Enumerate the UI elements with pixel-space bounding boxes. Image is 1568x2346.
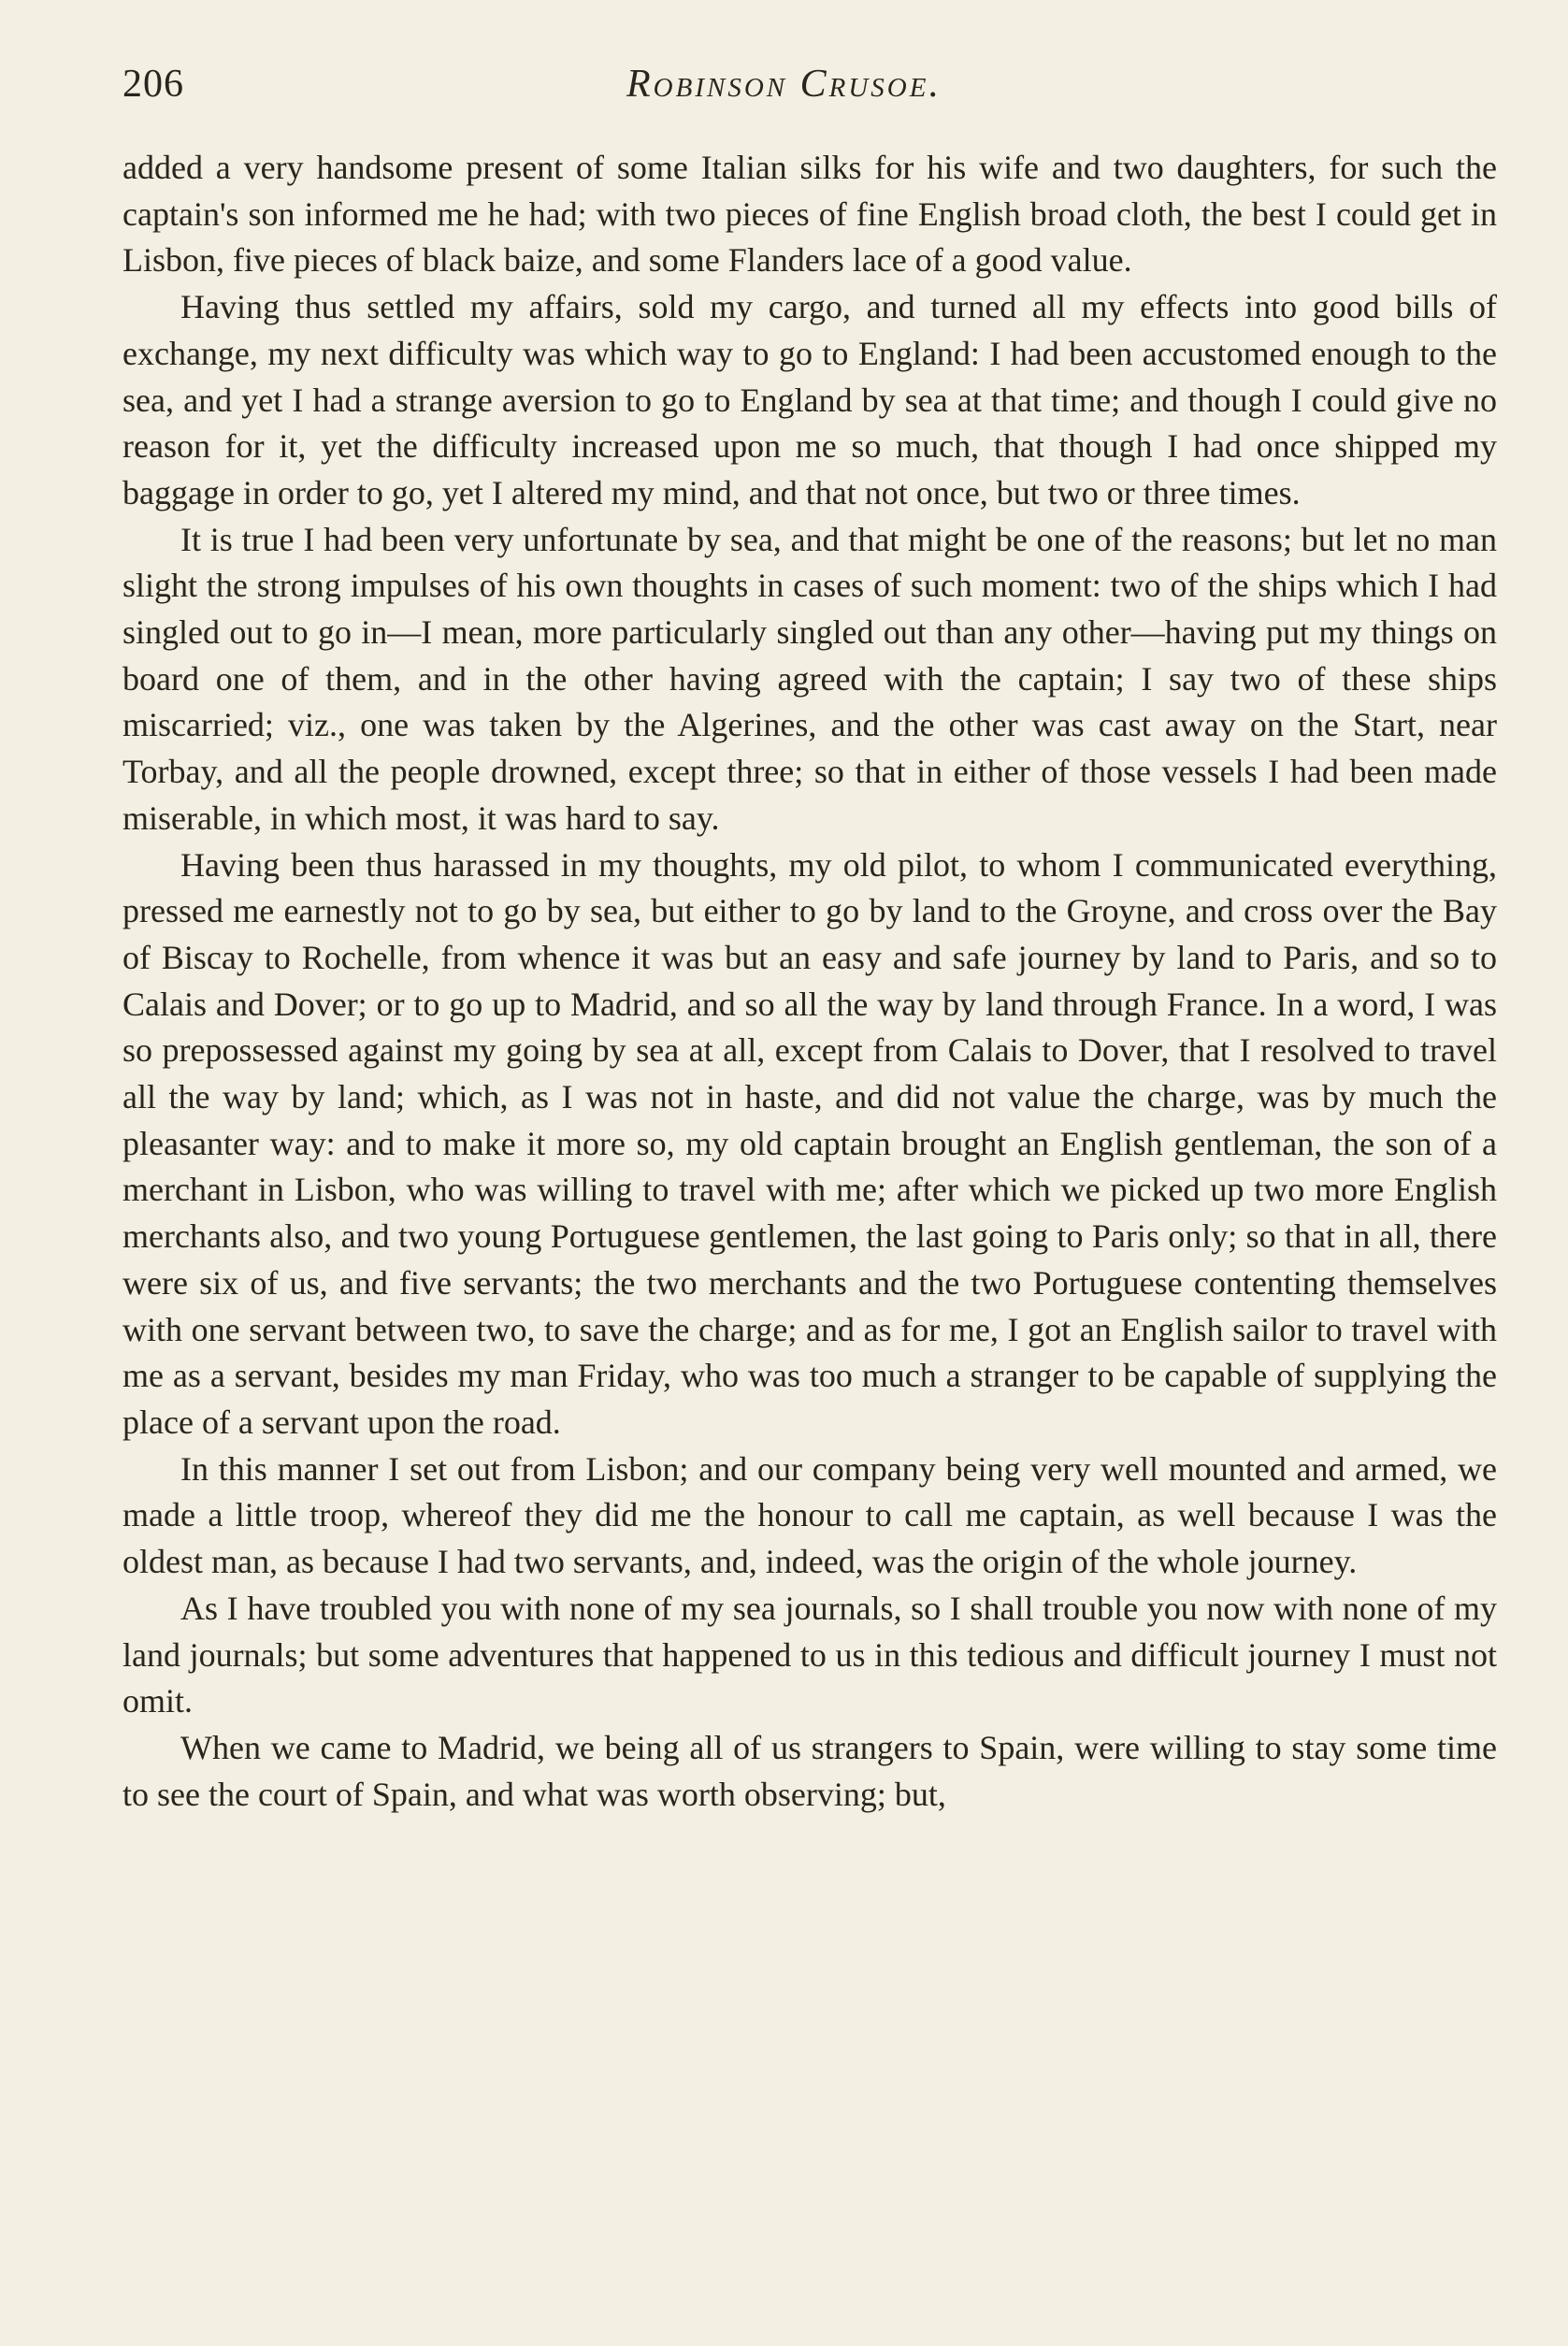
paragraph-journals: As I have troubled you with none of my sea journals, so I shall trouble you now with none of my land journals; but some adventures that happened to us in this tedious and difficult journey I must not omit. — [122, 1589, 1497, 1720]
paragraph-travel-by-land: Having been thus harassed in my thoughts, my old pilot, to whom I communicated everything, pressed me earnestly not to go by sea, but either to go by land to the Groyne, and cross over the Bay of Biscay to Rochelle, from whence it was but an easy and safe journey by land to Paris, and so to Calais and Dover; or to go up to Madrid, and so all the way by land through France. In a word, I was so prepossessed against my going by sea at all, except from Calais to Dover, that I resolved to travel all the way by land; which, as I was not in haste, and did not value the charge, was by much the pleasanter way: and to make it more so, my old captain brought an English gentleman, the son of a merchant in Lisbon, who was willing to travel with me; after which we picked up two more English merchants also, and two young Portuguese gentlemen, the last going to Paris only; so that in all, there were six of us, and five servants; the two merchants and the two Portuguese contenting themselves with one servant between two, to save the charge; and as for me, I got an English sailor to travel with me as a servant, besides my man Friday, who was too much a stranger to be capable of supplying the place of a servant upon the road. — [122, 845, 1497, 1441]
paragraph-set-out-from-lisbon: In this manner I set out from Lisbon; and our company being very well mounted and armed, we made a little troop, whereof they did me the honour to call me captain, as well because I was the oldest man, as because I had two servants, and, indeed, was the origin of the whole journey. — [122, 1449, 1497, 1581]
page-number: 206 — [122, 63, 184, 106]
paragraph-unfortunate-by-sea: It is true I had been very unfortunate by sea, and that might be one of the reasons; but let no man slight the strong impulses of his own thoughts in cases of such moment: two of the ships which I had singled out to go in—I mean, more particularly singled out than any other—having put my things on board one of them, and in the other having agreed with the captain; I say two of these ships miscarried; viz., one was taken by the Algerines, and the other was cast away on the Start, near Torbay, and all the people drowned, except three; so that in either of those vessels I had been made miserable, in which most, it was hard to say. — [122, 520, 1497, 837]
paragraph-settled-affairs: Having thus settled my affairs, sold my cargo, and turned all my effects into good bills of exchange, my next difficulty was which way to go to England: I had been accustomed enough to the sea, and yet I had a strange aversion to go to England by sea at that time; and though I could give no reason for it, yet the difficulty increased upon me so much, that though I had once shipped my baggage in order to go, yet I altered my mind, and that not once, but two or three times. — [122, 288, 1497, 511]
body-text — [122, 145, 1497, 1818]
paragraph-continued: added a very handsome present of some Italian silks for his wife and two daughters, for such the captain's son informed me he had; with two pieces of fine English broad cloth, the best I could get in Lisbon, five pieces of black baize, and some Flanders lace of a good value. — [122, 149, 1497, 280]
running-title: Robinson Crusoe. — [626, 63, 942, 106]
paragraph-madrid: When we came to Madrid, we being all of us strangers to Spain, were willing to stay some time to see the court of Spain, and what was worth observing; but, — [122, 1728, 1497, 1813]
